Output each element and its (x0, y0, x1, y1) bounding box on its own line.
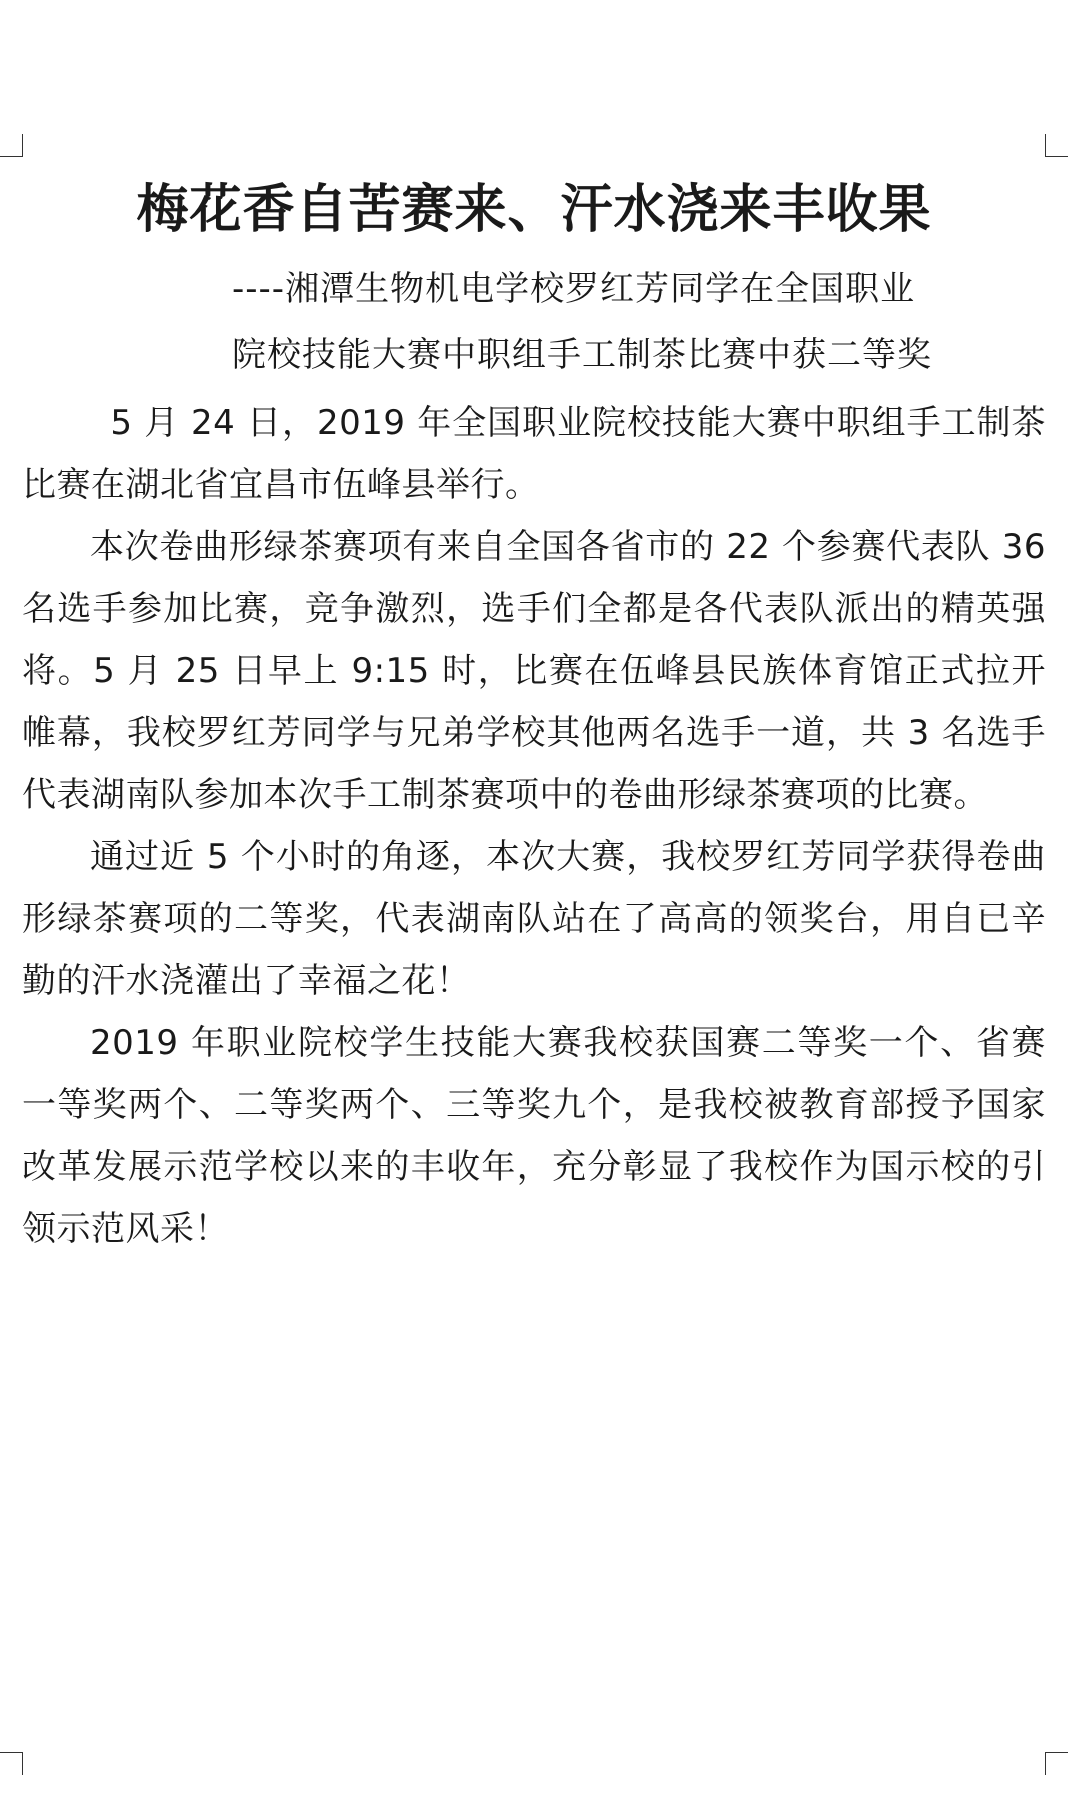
crop-mark-bottom-right (1045, 1752, 1068, 1775)
article-paragraphs (22, 392, 1046, 1260)
subtitle-line-2: 院校技能大赛中职组手工制茶比赛中获二等奖 (232, 335, 932, 375)
crop-mark-top-left (0, 134, 23, 157)
document-title: 梅花香自苦赛来、汗水浇来丰收果 (136, 180, 932, 240)
crop-mark-bottom-left (0, 1752, 23, 1775)
document-subtitle (22, 256, 1046, 388)
subtitle-line-1: ----湘潭生物机电学校罗红芳同学在全国职业 (232, 269, 916, 309)
document-body (22, 170, 1046, 1260)
paragraph-1: 5 月 24 日，2019 年全国职业院校技能大赛中职组手工制茶比赛在湖北省宜昌市伍峰县举行。 (22, 403, 1046, 505)
paragraph-2: 本次卷曲形绿茶赛项有来自全国各省市的 22 个参赛代表队 36 名选手参加比赛，竞争激烈，选手们全都是各代表队派出的精英强将。5 月 25 日早上 9:15 时，比赛在伍峰县民族体育馆正式拉开帷幕，我校罗红芳同学与兄弟学校其他两名选手一道，共 3 名选手代表湖南队参加本次手工制茶赛项中的卷曲形绿茶赛项的比赛。 (22, 527, 1046, 815)
paragraph-3: 通过近 5 个小时的角逐，本次大赛，我校罗红芳同学获得卷曲形绿茶赛项的二等奖，代表湖南队站在了高高的领奖台，用自已辛勤的汗水浇灌出了幸福之花！ (22, 837, 1046, 1001)
crop-mark-top-right (1045, 134, 1068, 157)
paragraph-4: 2019 年职业院校学生技能大赛我校获国赛二等奖一个、省赛一等奖两个、二等奖两个、三等奖九个，是我校被教育部授予国家改革发展示范学校以来的丰收年，充分彰显了我校作为国示校的引领示范风采！ (22, 1023, 1046, 1249)
